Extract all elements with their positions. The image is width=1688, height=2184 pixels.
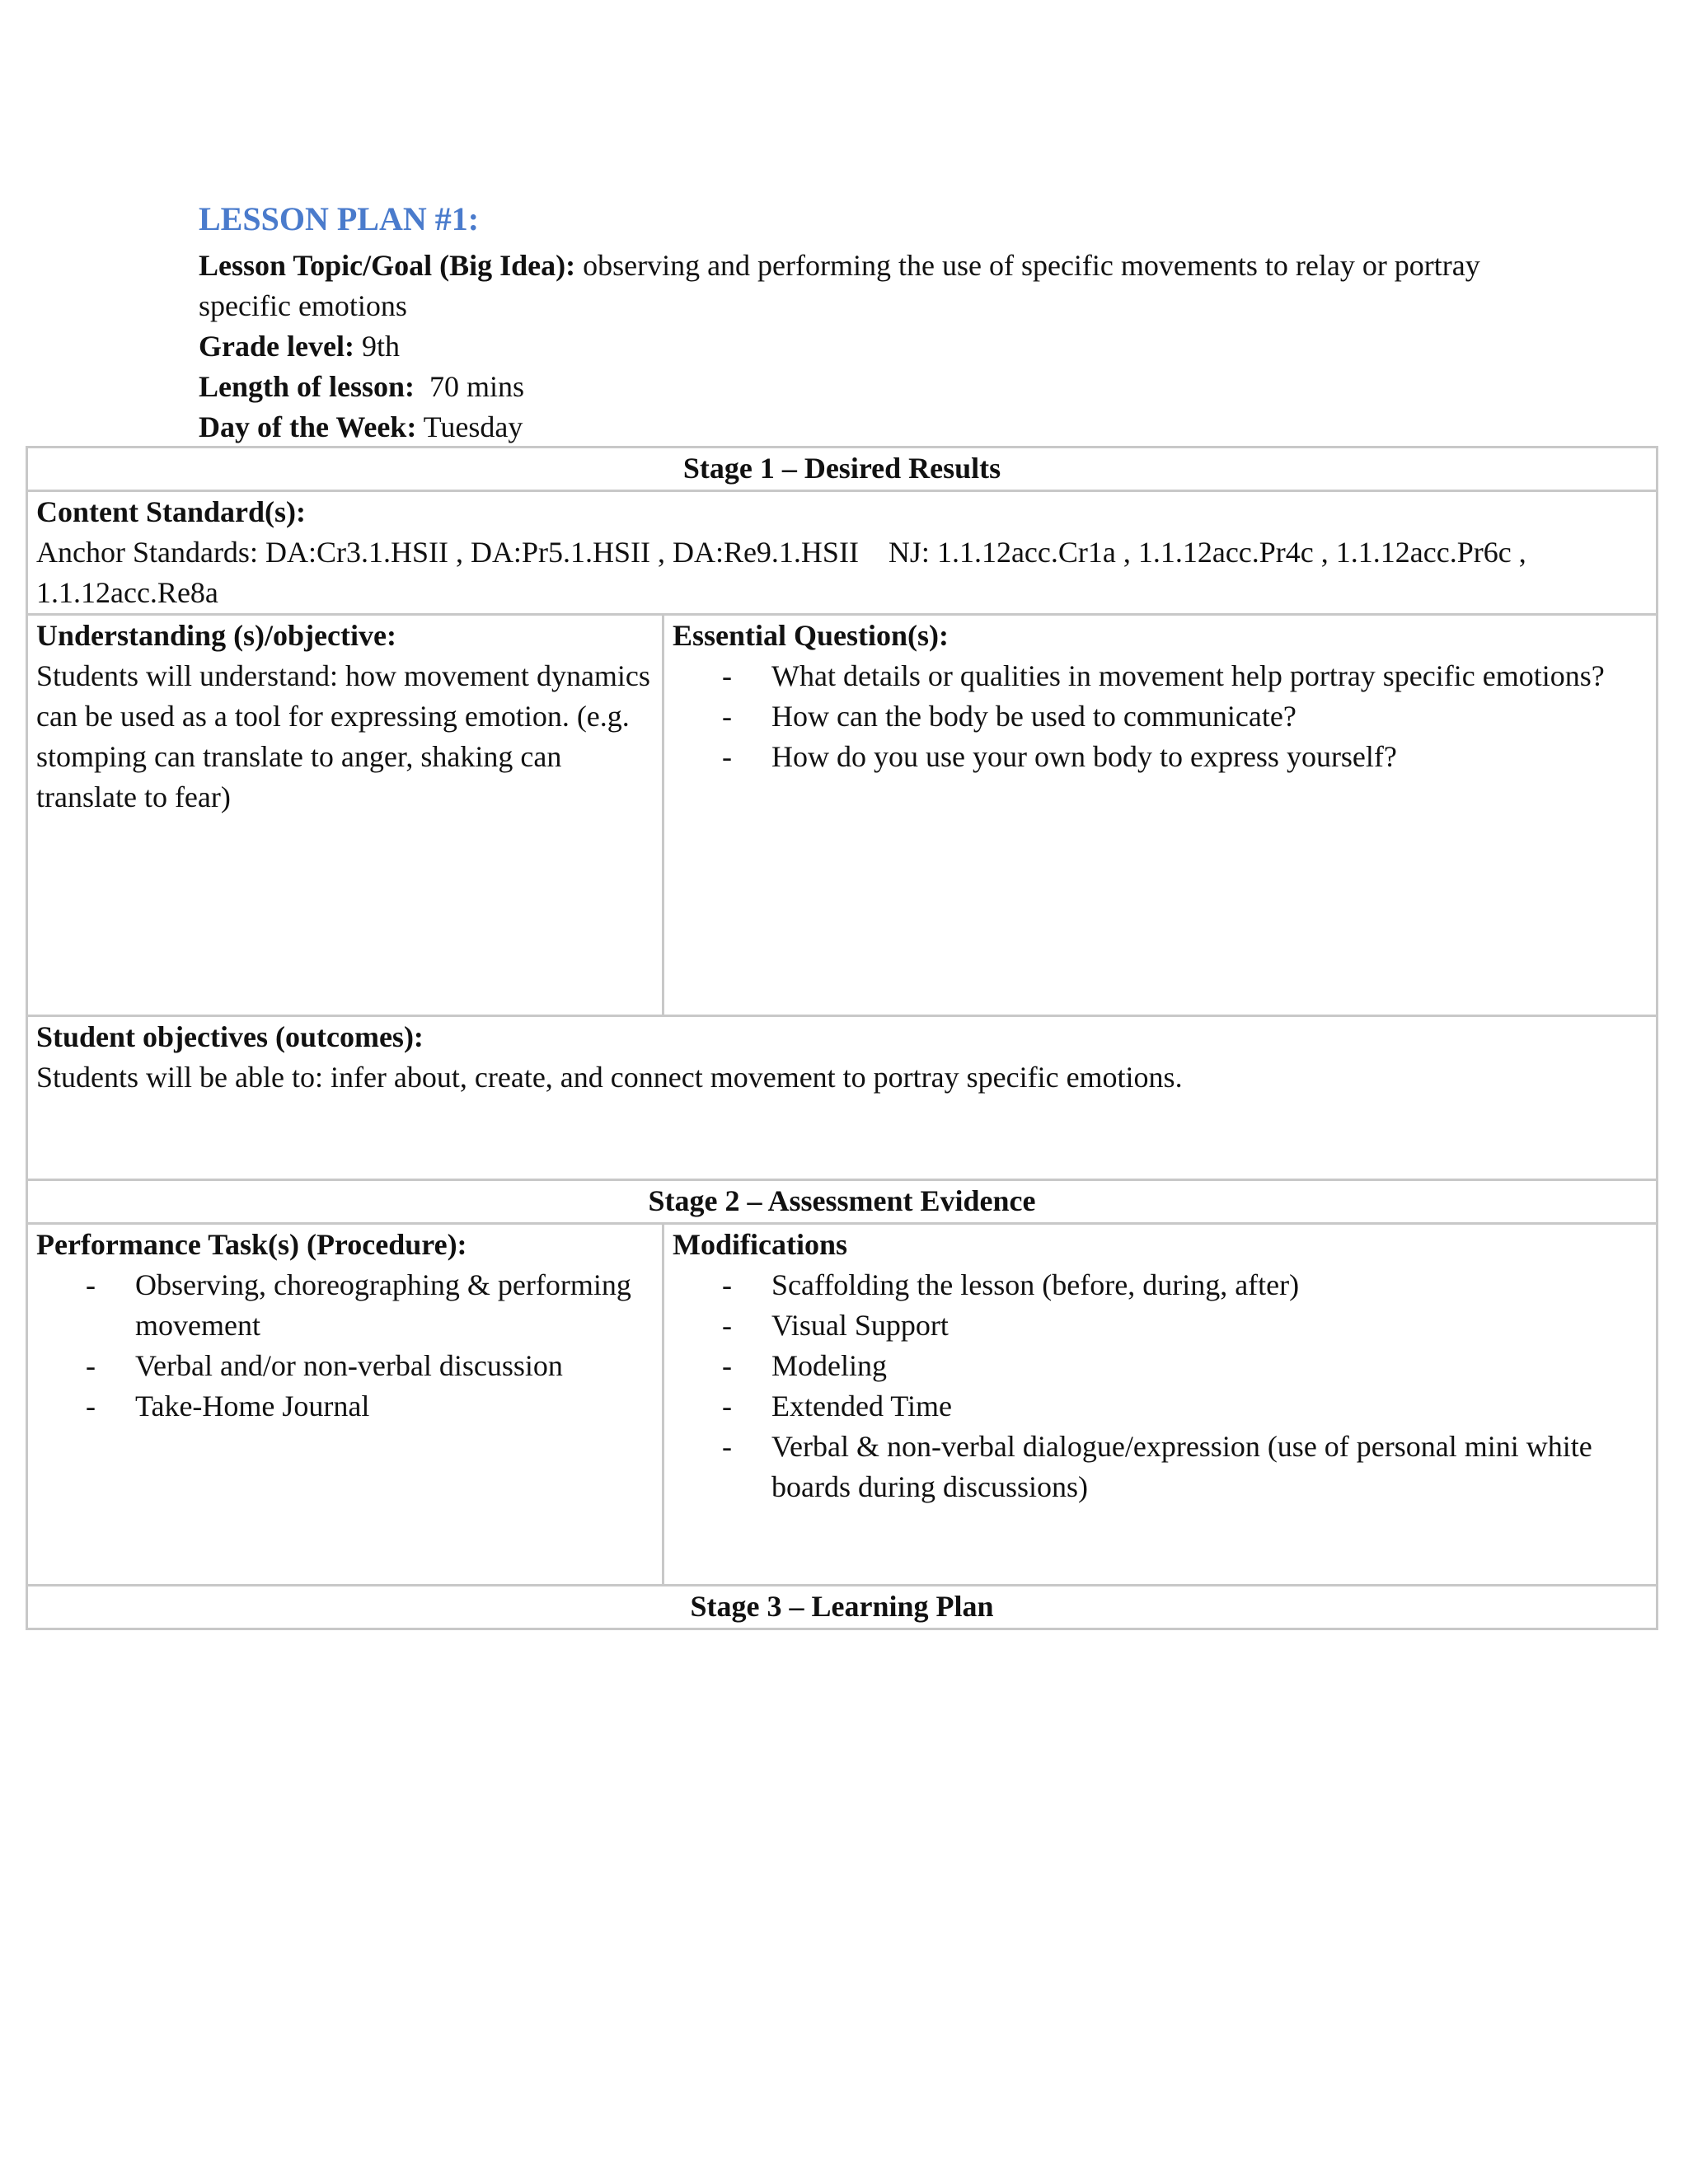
lesson-topic-label: Lesson Topic/Goal (Big Idea): — [199, 249, 576, 282]
stage1-header: Stage 1 – Desired Results — [27, 448, 1658, 491]
lesson-length-label: Length of lesson: — [199, 370, 415, 403]
performance-tasks-list — [36, 1265, 654, 1427]
student-outcomes-heading: Student objectives (outcomes): — [36, 1020, 424, 1053]
essential-questions-list — [673, 656, 1648, 777]
content-standards-cell — [27, 491, 1658, 615]
list-item: - Verbal and/or non-verbal discussion — [36, 1346, 654, 1386]
lesson-topic — [199, 246, 1517, 326]
student-outcomes-text: Students will be able to: infer about, create, and connect movement to portray specific emotions. — [36, 1061, 1183, 1094]
list-item: - Observing, choreographing & performing movement — [36, 1265, 654, 1346]
list-item: - Extended Time — [673, 1386, 1648, 1427]
lesson-plan-table — [26, 446, 1658, 1630]
list-item: - Take-Home Journal — [36, 1386, 654, 1427]
essential-questions-cell — [663, 615, 1658, 1016]
lesson-length-value: 70 mins — [415, 370, 525, 403]
understanding-text: Students will understand: how movement dynamics can be used as a tool for expressing emotion. (e.g. stomping can translate to anger, shaking can translate to fear) — [36, 659, 650, 813]
list-item: - What details or qualities in movement help portray specific emotions? — [673, 656, 1648, 696]
grade-level-value: 9th — [354, 330, 400, 363]
modifications-heading: Modifications — [673, 1228, 847, 1261]
lesson-length — [199, 367, 1517, 407]
content-standards-text: Anchor Standards: DA:Cr3.1.HSII , DA:Pr5.1.HSII , DA:Re9.1.HSII NJ: 1.1.12acc.Cr1a , 1.1.12acc.Pr4c , 1.1.12acc.Pr6c , 1.1.12acc.Re8a — [36, 536, 1534, 609]
modifications-list — [673, 1265, 1648, 1507]
essential-questions-heading: Essential Question(s): — [673, 619, 950, 652]
day-of-week-label: Day of the Week: — [199, 410, 417, 443]
list-item: - How do you use your own body to express yourself? — [673, 737, 1648, 777]
list-item: - Visual Support — [673, 1305, 1648, 1346]
grade-level-label: Grade level: — [199, 330, 354, 363]
understanding-heading: Understanding (s)/objective: — [36, 619, 396, 652]
day-of-week — [199, 407, 1517, 448]
modifications-cell — [663, 1224, 1658, 1586]
list-item: - Scaffolding the lesson (before, during, after) — [673, 1265, 1648, 1305]
stage3-header: Stage 3 – Learning Plan — [27, 1586, 1658, 1629]
list-item: - Modeling — [673, 1346, 1648, 1386]
performance-tasks-heading: Performance Task(s) (Procedure): — [36, 1228, 467, 1261]
student-outcomes-cell — [27, 1016, 1658, 1180]
performance-tasks-cell — [27, 1224, 663, 1586]
day-of-week-value: Tuesday — [416, 410, 523, 443]
lesson-topic-value: observing and performing the use of specific movements to relay or portray specific emotions — [199, 249, 1480, 322]
lesson-header — [199, 196, 1517, 448]
list-item: - How can the body be used to communicate? — [673, 696, 1648, 737]
page-title: LESSON PLAN #1: — [199, 200, 480, 237]
understanding-cell — [27, 615, 663, 1016]
content-standards-heading: Content Standard(s): — [36, 495, 307, 528]
grade-level — [199, 326, 1517, 367]
stage2-header: Stage 2 – Assessment Evidence — [27, 1180, 1658, 1224]
list-item: - Verbal & non-verbal dialogue/expression (use of personal mini white boards during discussions) — [673, 1427, 1648, 1507]
